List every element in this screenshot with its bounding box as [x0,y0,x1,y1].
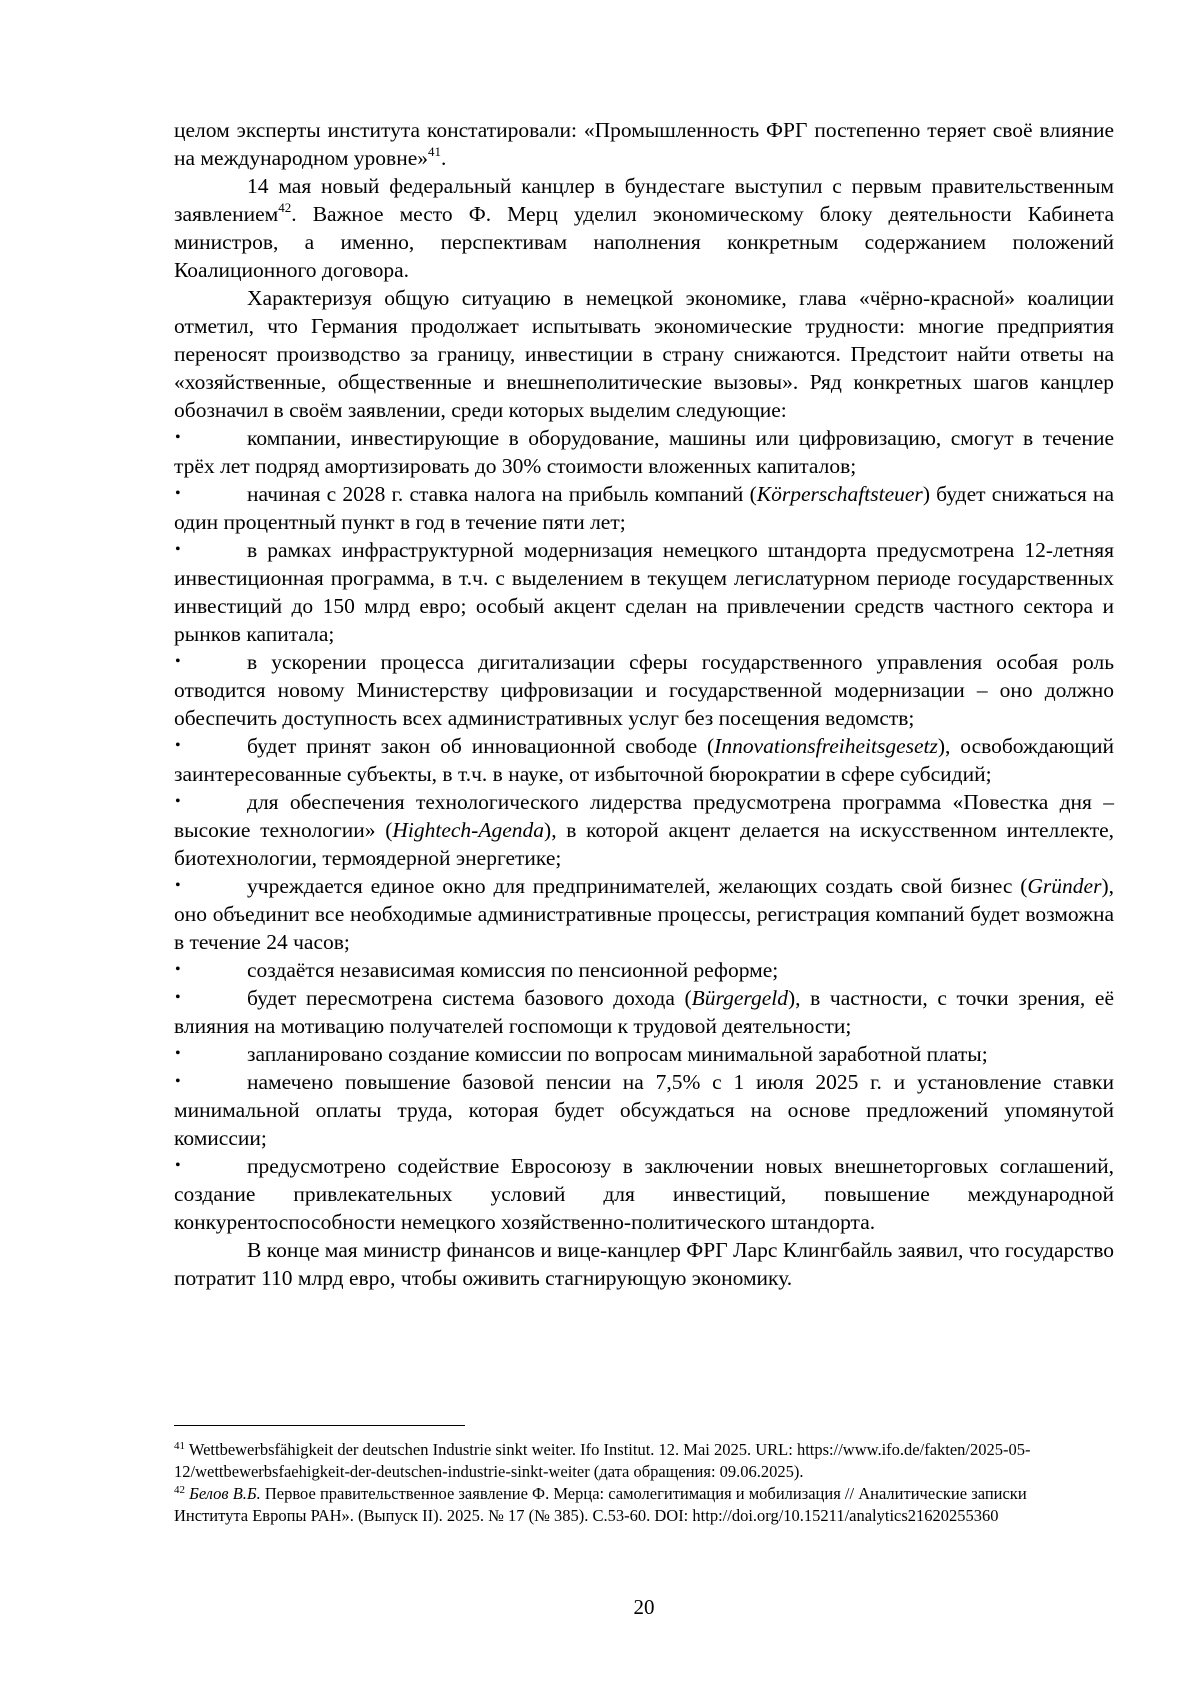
list-item-term: Gründer [1027,874,1102,898]
list-item-text: учреждается единое окно для предпринимателей, желающих создать свой бизнес ( [247,874,1028,898]
paragraph-finance-minister: В конце мая министр финансов и вице-канцлер ФРГ Ларс Клингбайль заявил, что государство потратит 110 млрд евро, чтобы оживить стагнирующую экономику. [174,1238,1114,1290]
list-item [174,536,1114,648]
page-number: 20 [633,1595,655,1619]
list-item-text: будет принят закон об инновационной свободе ( [247,734,715,758]
list-item-text: создаётся независимая комиссия по пенсионной реформе; [247,958,779,982]
list-item-text: в ускорении процесса дигитализации сферы государственного управления особая роль отводится новому Министерству цифровизации и государственной модернизации – оно должно обеспечить доступность всех административных услуг без посещения ведомств; [174,650,1114,730]
list-item-term: Bürgergeld [691,986,789,1010]
list-item [174,984,1114,1040]
list-item [174,648,1114,732]
footnote-text: Wettbewerbsfähigkeit der deutschen Industrie sinkt weiter. Ifo Institut. 12. Mai 2025. URL: https://www.ifo.de/fakten/2025-05-12/wettbewerbsfaehigkeit-der-deutschen-industrie-sinkt-weiter (дата обращения: 09.06.2025). [174,1440,1031,1481]
intro-end: . [441,146,447,170]
list-item [174,788,1114,872]
list-item-text-end: ), в которой акцент делается на искусственном интеллекте, биотехнологии, термоядерной энергетике; [174,818,1115,870]
bullet-icon: • [175,793,181,810]
paragraph-chancellor-statement [174,172,1114,284]
bullet-icon: • [175,737,181,754]
list-item [174,480,1114,536]
footnote-text: Первое правительственное заявление Ф. Мерца: самолегитимация и мобилизация // Аналитические записки Института Европы РАН». (Выпуск II). 2025. № 17 (№ 385). С.53-60. DOI: http://doi.org/10.15211/analytics21620255360 [174,1484,1027,1525]
list-item-text-end: ), освобождающий заинтересованные субъекты, в т.ч. в науке, от избыточной бюрократии в сфере субсидий; [174,734,1114,786]
bullet-icon: • [175,541,181,558]
list-item [174,424,1114,480]
footnote-author: Белов В.Б. [189,1484,261,1503]
footnote-number: 42 [174,1484,185,1496]
bullet-icon: • [175,1045,181,1062]
list-item [174,1152,1114,1236]
footnote-42 [174,1483,1034,1527]
footnote-41 [174,1439,1034,1483]
list-item-text-end: ), оно объединит все необходимые административные процессы, регистрация компаний будет возможна в течение 24 часов; [174,874,1114,954]
bullet-icon: • [175,485,181,502]
paragraph-intro [174,116,1114,172]
list-item-text-end: ), в частности, с точки зрения, её влияния на мотивацию получателей госпомощи к трудовой деятельности; [174,986,1114,1038]
list-item [174,1068,1114,1152]
footnote-ref-42[interactable]: 42 [278,200,292,215]
paragraph-economy-situation: Характеризуя общую ситуацию в немецкой экономике, глава «чёрно-красной» коалиции отметил, что Германия продолжает испытывать экономические трудности: многие предприятия переносят производство за границу, инвестиции в страну снижаются. Предстоит найти ответы на «хозяйственные, общественные и внешнеполитические вызовы». Ряд конкретных шагов канцлер обозначил в своём заявлении, среди которых выделим следующие: [174,286,1114,422]
intro-text: целом эксперты института констатировали: «Промышленность ФРГ постепенно теряет своё влияние на международном уровне» [174,118,1114,170]
footnote-ref-41[interactable]: 41 [428,144,442,159]
list-item-text: предусмотрено содействие Евросоюзу в заключении новых внешнеторговых соглашений, создание привлекательных условий для инвестиций, повышение международной конкурентоспособности немецкого хозяйственно-политического штандорта. [174,1154,1114,1234]
list-item-text: начиная с 2028 г. ставка налога на прибыль компаний ( [247,482,757,506]
footnote-number: 41 [174,1440,185,1452]
list-item-text: будет пересмотрена система базового дохода ( [247,986,692,1010]
bullet-icon: • [175,989,181,1006]
list-item-text: намечено повышение базовой пенсии на 7,5% с 1 июля 2025 г. и установление ставки минимальной оплаты труда, которая будет обсуждаться на основе предложений упомянутой комиссии; [174,1070,1114,1150]
list-item [174,732,1114,788]
main-text [174,116,1114,1292]
list-item-term: Körperschaftsteuer [756,482,923,506]
list-item-term: Innovationsfreiheitsgesetz [714,734,938,758]
bullet-icon: • [175,429,181,446]
list-item [174,1040,1114,1068]
bullet-icon: • [175,961,181,978]
list-item-text: для обеспечения технологического лидерства предусмотрена программа «Повестка дня – высокие технологии» ( [174,790,1114,842]
footnote-divider [174,1425,465,1426]
bullet-icon: • [175,653,181,670]
footnotes [174,1439,1034,1527]
list-item-term: Hightech-Agenda [392,818,545,842]
bullet-icon: • [175,1157,181,1174]
bullet-icon: • [175,877,181,894]
list-item-text: в рамках инфраструктурной модернизация немецкого штандорта предусмотрена 12-летняя инвестиционная программа, в т.ч. с выделением в текущем легислатурном периоде государственных инвестиций до 150 млрд евро; особый акцент сделан на привлечении средств частного сектора и рынков капитала; [174,538,1114,646]
para2-text-b: . Важное место Ф. Мерц уделил экономическому блоку деятельности Кабинета министров, а именно, перспективам наполнения конкретным содержанием положений Коалиционного договора. [174,202,1114,282]
list-item [174,956,1114,984]
bullet-list [174,424,1114,1236]
bullet-icon: • [175,1073,181,1090]
list-item-text-end: ) будет снижаться на один процентный пункт в год в течение пяти лет; [174,482,1114,534]
list-item-text: компании, инвестирующие в оборудование, машины или цифровизацию, смогут в течение трёх лет подряд амортизировать до 30% стоимости вложенных капиталов; [174,426,1114,478]
list-item [174,872,1114,956]
list-item-text: запланировано создание комиссии по вопросам минимальной заработной платы; [247,1042,988,1066]
para2-text-a: 14 мая новый федеральный канцлер в бундестаге выступил с первым правительственным заявлением [174,174,1114,226]
